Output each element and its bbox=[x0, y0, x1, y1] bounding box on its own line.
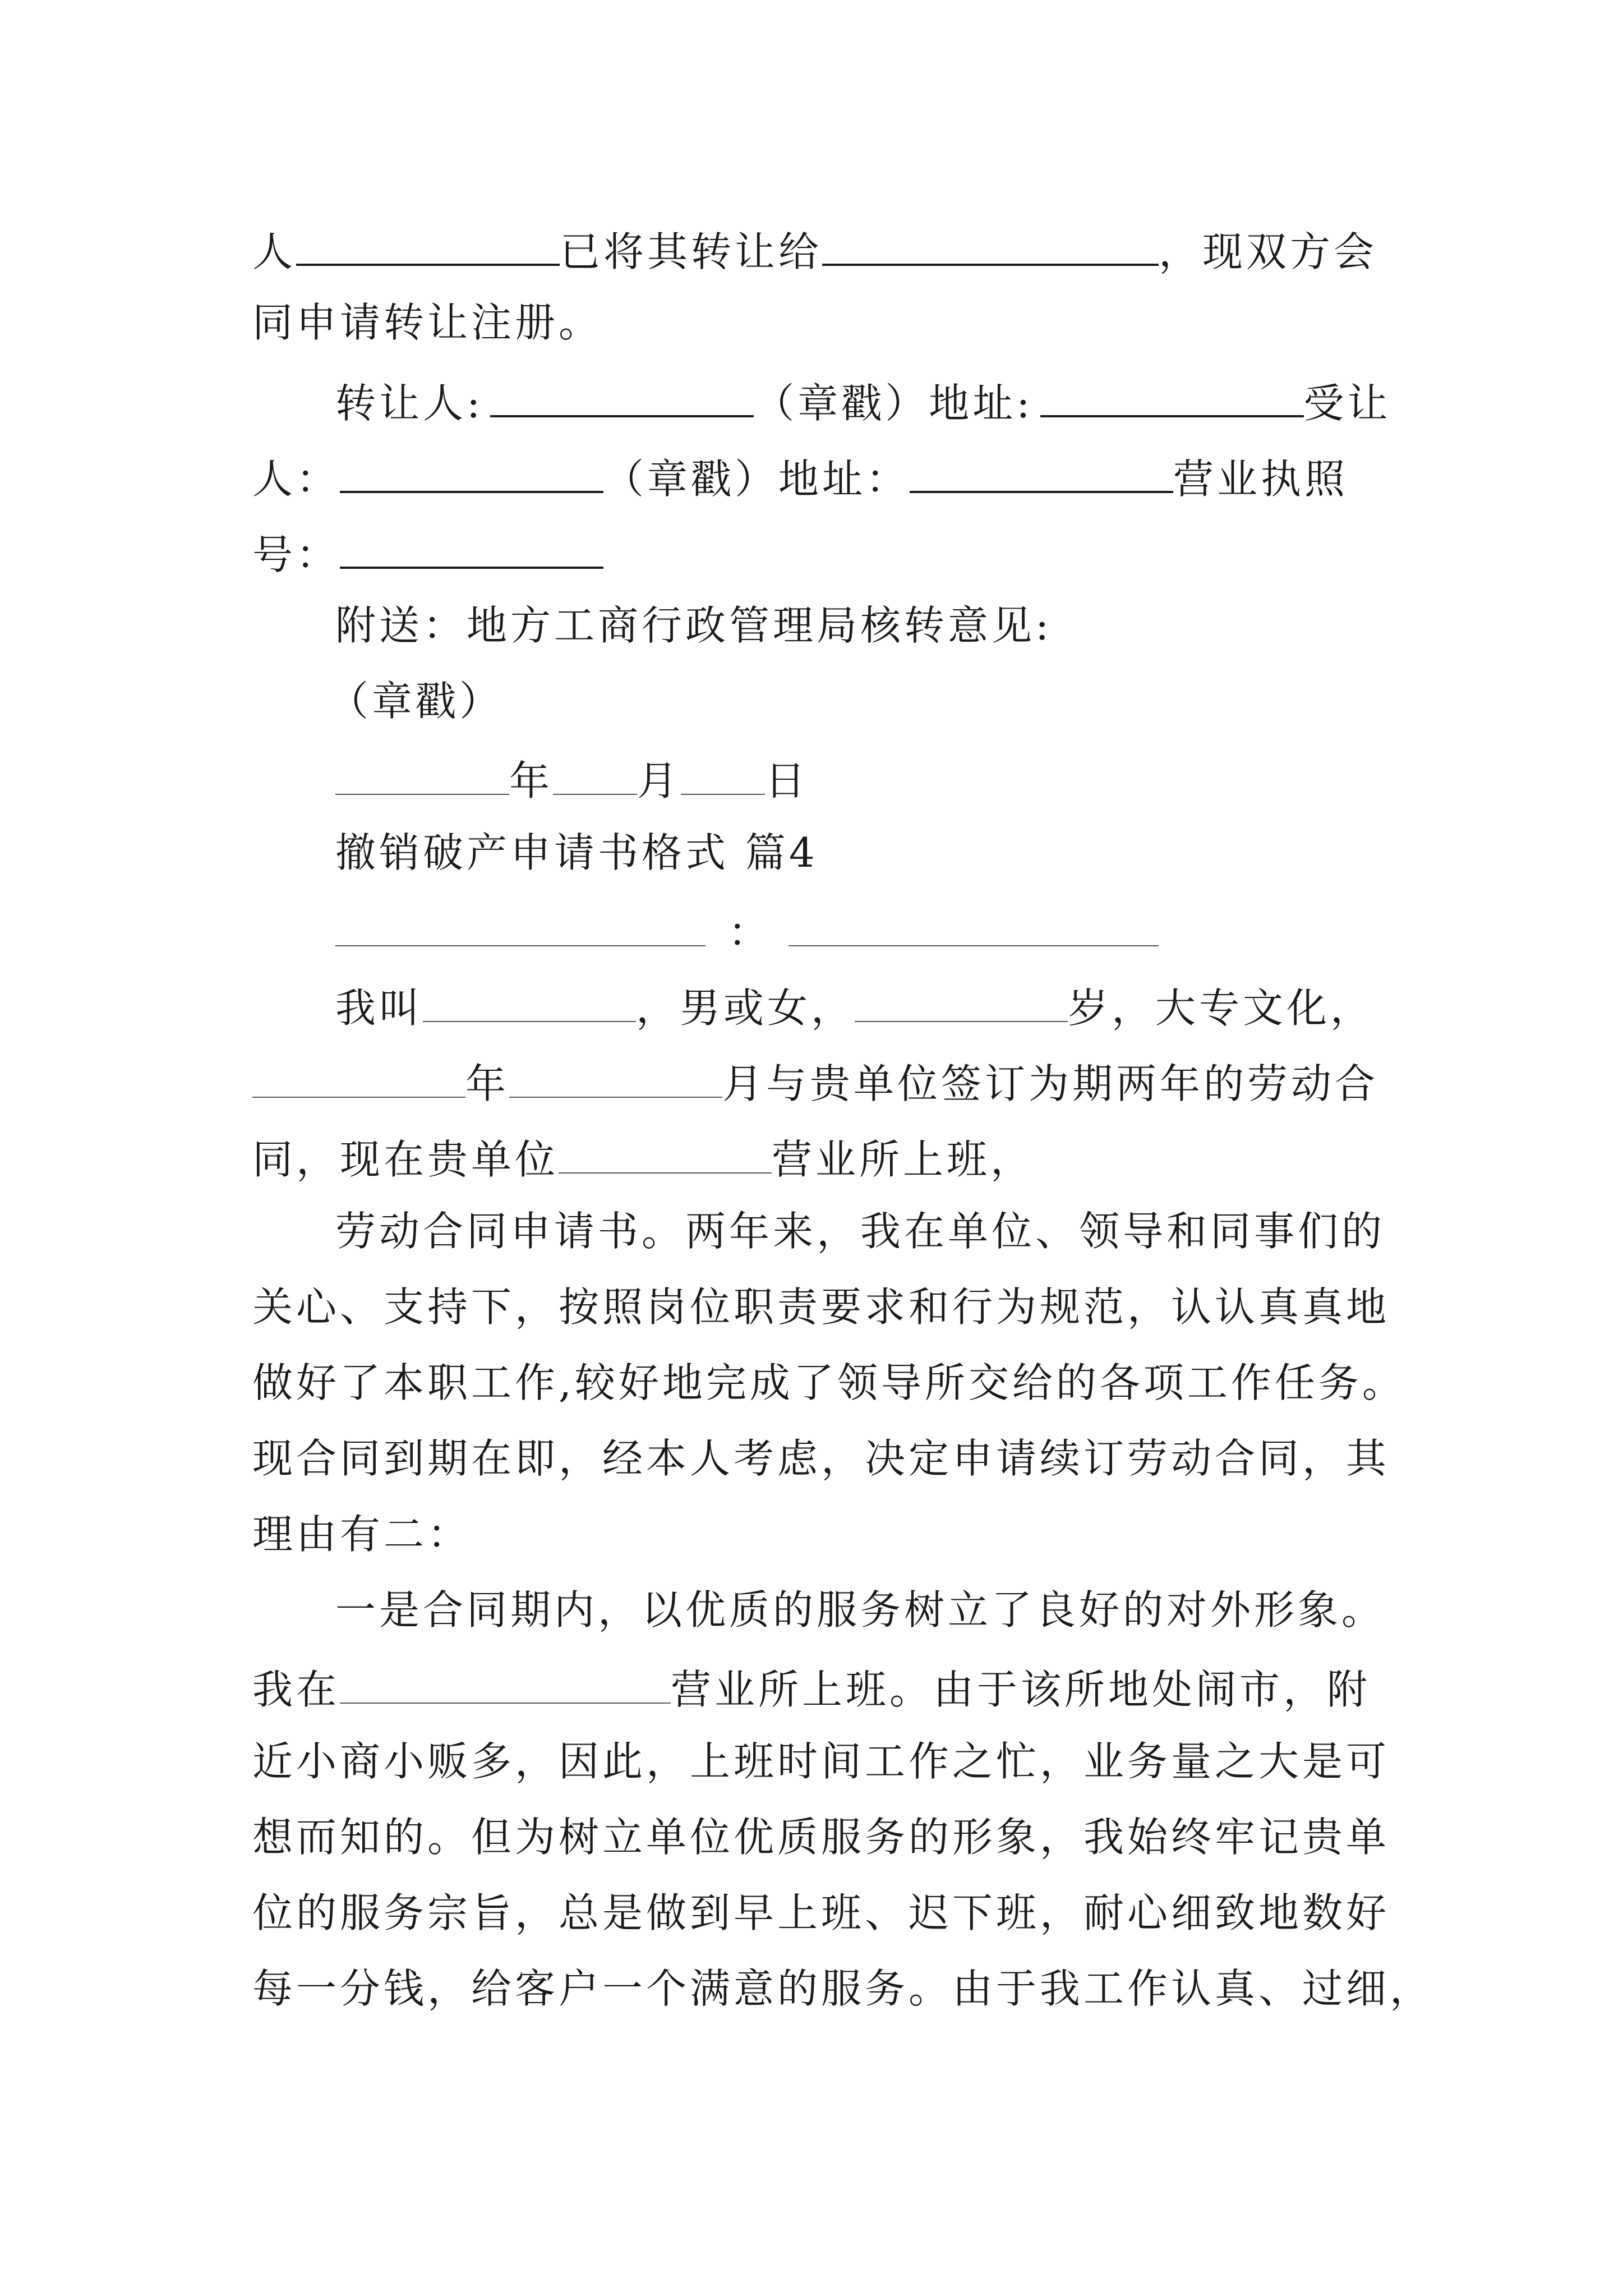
text-segment: 同，现在贵单位 bbox=[252, 1136, 559, 1183]
fill-in-blank bbox=[789, 900, 1159, 946]
text-segment: 人 bbox=[252, 228, 297, 275]
text-segment: 号： bbox=[252, 531, 340, 578]
fill-in-blank bbox=[681, 749, 765, 795]
text-line: 同申请转让注册。 bbox=[252, 299, 603, 346]
fill-in-blank bbox=[340, 1658, 671, 1704]
text-segment: （章戳）地址: bbox=[754, 380, 1034, 427]
fill-in-blank bbox=[822, 219, 1159, 266]
text-line: 近小商小贩多，因此，上班时间工作之忙，业务量之大是可 bbox=[252, 1738, 1390, 1785]
text-line: 做好了本职工作,较好地完成了领导所交给的各项工作任务。 bbox=[252, 1359, 1406, 1406]
text-segment: 营业执照 bbox=[1173, 455, 1349, 503]
text-line bbox=[252, 446, 1348, 502]
fill-in-blank bbox=[553, 749, 637, 795]
fill-in-blank bbox=[490, 370, 754, 417]
text-line bbox=[252, 1128, 1034, 1184]
text-line: 位的服务宗旨，总是做到早上班、迟下班，耐心细致地数好 bbox=[252, 1889, 1390, 1936]
text-segment: 转让人: bbox=[335, 380, 484, 427]
fill-in-blank bbox=[423, 976, 636, 1022]
fill-in-blank bbox=[340, 446, 603, 493]
text-line: 每一分钱，给客户一个满意的服务。由于我工作认真、过细， bbox=[252, 1965, 1434, 2012]
text-segment: ，现双方会 bbox=[1159, 228, 1378, 275]
fill-in-blank bbox=[296, 219, 560, 266]
fill-in-blank bbox=[340, 522, 603, 569]
text-line: 附送：地方工商行政管理局核转意见: bbox=[335, 602, 1053, 649]
text-line: （章戳） bbox=[328, 678, 504, 725]
text-segment: 日 bbox=[765, 757, 809, 804]
text-segment: ，男或女， bbox=[636, 984, 855, 1032]
text-segment: 年 bbox=[509, 757, 554, 804]
text-line: 关心、支持下，按照岗位职责要求和行为规范，认认真真地 bbox=[252, 1283, 1390, 1331]
text-segment: 年 bbox=[465, 1060, 510, 1107]
text-segment: 我叫 bbox=[335, 984, 423, 1032]
text-segment: ： bbox=[728, 909, 772, 956]
section-heading: 撤销破产申请书格式 篇4 bbox=[335, 829, 818, 876]
fill-in-blank bbox=[335, 749, 509, 795]
text-line bbox=[252, 522, 603, 578]
text-line: 想而知的。但为树立单位优质服务的形象，我始终牢记贵单 bbox=[252, 1814, 1390, 1861]
text-line bbox=[252, 219, 1377, 275]
text-segment: 我在 bbox=[252, 1666, 340, 1713]
fill-in-blank bbox=[855, 976, 1068, 1022]
fill-in-blank bbox=[509, 1052, 722, 1098]
text-line: 现合同到期在即，经本人考虑，决定申请续订劳动合同，其 bbox=[252, 1435, 1390, 1482]
text-line bbox=[335, 370, 1391, 426]
fill-in-blank bbox=[252, 1052, 465, 1098]
text-line: 劳动合同申请书。两年来，我在单位、领导和同事们的 bbox=[335, 1208, 1386, 1255]
text-line bbox=[335, 900, 1159, 956]
text-segment: 营业所上班， bbox=[772, 1136, 1035, 1183]
date-line bbox=[335, 749, 809, 805]
fill-in-blank bbox=[1040, 370, 1304, 417]
text-segment: 岁，大专文化， bbox=[1068, 984, 1375, 1032]
text-line: 一是合同期内，以优质的服务树立了良好的对外形象。 bbox=[335, 1586, 1386, 1634]
text-segment: 月与贵单位签订为期两年的劳动合 bbox=[722, 1060, 1379, 1107]
text-segment: 营业所上班。由于该所地处闹市，附 bbox=[671, 1666, 1371, 1713]
text-line: 理由有二： bbox=[252, 1511, 472, 1558]
text-segment: 人： bbox=[252, 455, 340, 503]
text-line bbox=[252, 1658, 1371, 1714]
text-segment: 受让 bbox=[1303, 380, 1391, 427]
text-segment: 已将其转让给 bbox=[560, 228, 823, 275]
text-line bbox=[335, 976, 1374, 1032]
fill-in-blank bbox=[559, 1128, 772, 1174]
text-segment: （章戳）地址： bbox=[603, 455, 910, 503]
fill-in-blank bbox=[335, 900, 706, 946]
text-line bbox=[252, 1052, 1378, 1108]
fill-in-blank bbox=[910, 446, 1173, 493]
text-segment: 月 bbox=[637, 757, 681, 804]
